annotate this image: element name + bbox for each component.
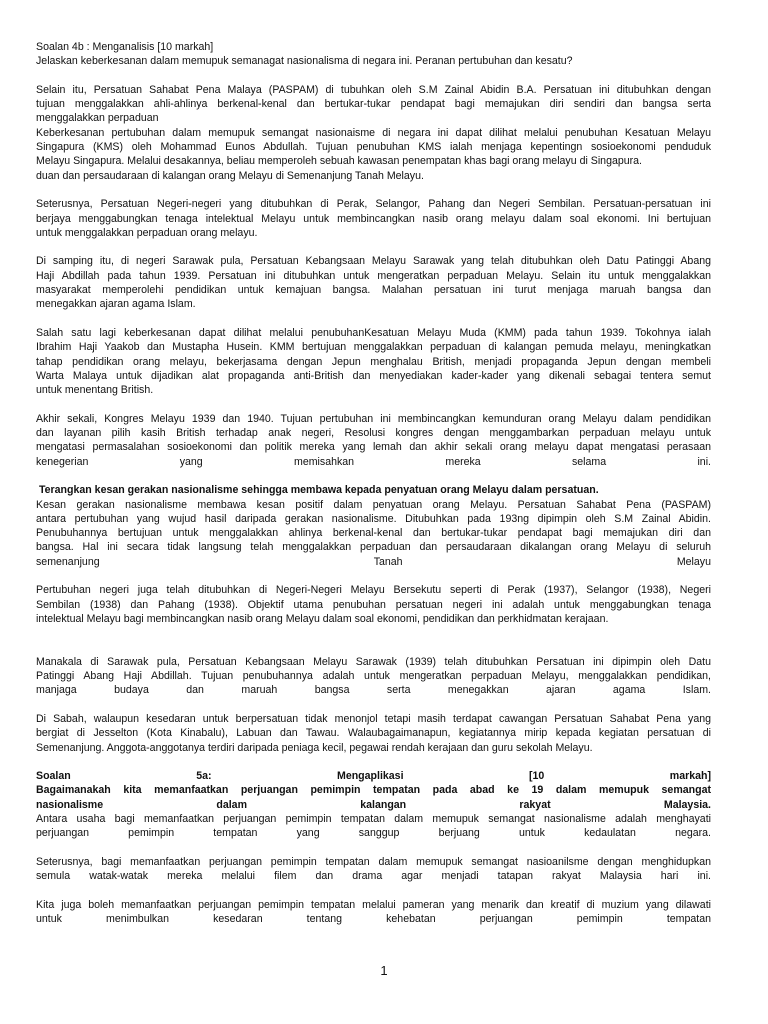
text-line: Manakala di Sarawak pula, Persatuan Kebangsaan Melayu Sarawak (1939) telah ditubuhkan Persatuan ini dipimpin oleh Datu	[36, 655, 711, 668]
text-line: masyarakat memperolehi pendidikan untuk kemajuan bangsa. Malahan persatuan ini turut menjaga maruah bangsa dan	[36, 284, 711, 297]
text-line: antara pertubuhan yang wujud hasil daripada gerakan nasionalisme. Ditubuhkan pada 193ng dipimpin oleh S.M Zainal Abidin.	[36, 512, 711, 525]
text-line: Keberkesanan pertubuhan dalam memupuk semangat nasionaisme di negara ini dapat dilihat melalui penubuhan Kesatuan Melayu	[36, 126, 711, 139]
paragraph-pameran	[36, 898, 711, 927]
question-heading: Terangkan kesan gerakan nasionalisme sehingga membawa kepada penyatuan orang Melayu dalam persatuan.	[36, 484, 599, 497]
text-line: Salah satu lagi keberkesanan dapat dilihat melalui penubuhanKesatuan Melayu Muda (KMM) pada tahun 1939. Tokohnya ialah	[36, 326, 711, 339]
question-4b-header	[36, 40, 711, 69]
paragraph-kmm	[36, 326, 711, 397]
text-line: untuk menggalakkan perpaduan orang melayu.	[36, 226, 258, 239]
paragraph-kongres	[36, 412, 711, 469]
text-line: perjuangan pemimpin tempatan yang sanggup berjuang untuk kedaulatan negara.	[36, 827, 711, 840]
text-line: Penubuhannya bertujuan untuk menggalakkan ahlinya berkenal-kenal dan bertukar-tukar pendapat bagi memajukan diri dan	[36, 527, 711, 540]
paragraph-persatuan-negeri	[36, 197, 711, 240]
text-line: manjaga budaya dan maruah bangsa serta menegakkan ajaran agama Islam.	[36, 684, 711, 697]
paragraph-sabah	[36, 712, 711, 755]
text-line: Selain itu, Persatuan Sahabat Pena Malaya (PASPAM) di tubuhkan oleh S.M Zainal Abidin B.A. Persatuan ini ditubuhkan dengan	[36, 83, 711, 96]
text-line: bangsa. Hal ini secara tidak langsung telah menggalakkan perpaduan dan persaudaraan dikalangan orang Melayu di seluruh	[36, 541, 711, 554]
blank-line	[36, 640, 711, 654]
text-line: menegakkan ajaran agama Islam.	[36, 298, 196, 311]
text-line: Soalan 4b : Menganalisis [10 markah]	[36, 41, 214, 53]
question-heading: Soalan 5a: Mengaplikasi [10 markah]	[36, 770, 711, 783]
text-line: Melayu Singapura. Melalui desakannya, beliau memperoleh sebuah kawasan penempatan khas bagi orang melayu di Singapura.	[36, 155, 642, 168]
paragraph-sarawak	[36, 254, 711, 311]
text-line: Akhir sekali, Kongres Melayu 1939 dan 1940. Tujuan pertubuhan ini membincangkan kemunduran orang Melayu dalam pendidikan	[36, 412, 711, 425]
text-line: duan dan persaudaraan di kalangan orang Melayu di Semenanjung Tanah Melayu.	[36, 169, 424, 182]
text-line: Sembilan (1938) dan Pahang (1938). Objektif utama penubuhan persatuan negeri ini adalah untuk menggabungkan tenaga	[36, 598, 711, 611]
text-line: tahap pendidikan orang melayu, bekerjasama dengan Jepun menghalau British, menjadi propaganda Jepun dengan membeli	[36, 355, 711, 368]
paragraph-kesan-gerakan	[36, 483, 711, 569]
text-line: Antara usaha bagi memanfaatkan perjuangan pemimpin tempatan dalam memupuk semangat nasionalisme adalah menghayati	[36, 813, 711, 826]
paragraph-sarawak-pula	[36, 655, 711, 698]
text-line: Di Sabah, walaupun kesedaran untuk berpersatuan tidak menonjol tetapi masih terdapat cawangan Persatuan Sahabat Pena yang	[36, 712, 711, 725]
text-line: bergiat di Jesselton (Kota Kinabalu), Labuan dan Tawau. Walaubagaimanapun, kegiatannya mirip kepada kegiatan persatuan di	[36, 727, 711, 740]
text-line: semenanjung Tanah Melayu	[36, 555, 711, 568]
text-line: intelektual Melayu bagi membincangkan nasib orang Melayu dalam soal ekonomi, pendidikan dan perkhidmatan kerajaan.	[36, 612, 609, 625]
text-line: mengatasi permasalahan sosioekonomi dan politik mereka yang lemah dan akhir sekali orang melayu dapat mengatasi perasaan	[36, 441, 711, 454]
text-line: Singapura (KMS) oleh Mohammad Eunos Abdullah. Tujuan penubuhan KMS ialah menjaga kepentingn sosioekonomi penduduk	[36, 141, 711, 154]
text-line: tujuan menggalakkan ahli-ahlinya berkenal-kenal dan bertukar-tukar pendapat bagi memajukan diri sendiri dan bangsa serta	[36, 98, 711, 111]
text-line: Kita juga boleh memanfaatkan perjuangan pemimpin tempatan melalui pameran yang menarik dan kreatif di muzium yang dilawati	[36, 898, 711, 911]
text-line: semula watak-watak mereka melalui filem dan drama agar menjadi tatapan rakyat Malaysia hari ini.	[36, 870, 711, 883]
text-line: kenegerian yang memisahkan mereka selama ini.	[36, 455, 711, 468]
text-line: Di samping itu, di negeri Sarawak pula, Persatuan Kebangsaan Melayu Sarawak yang telah ditubuhkan oleh Datu Patinggi Abang	[36, 255, 711, 268]
paragraph-pertubuhan-negeri	[36, 583, 711, 626]
text-line: Jelaskan keberkesanan dalam memupuk semanagat nasionalisma di negara ini. Peranan pertubuhan dan kesatu?	[36, 55, 573, 68]
text-line: Kesan gerakan nasionalisme membawa kesan positif dalam penyatuan orang Melayu. Persatuan Sahabat Pena (PASPAM)	[36, 498, 711, 511]
paragraph-paspam-kms	[36, 83, 711, 183]
text-line: Semenanjung. Anggota-anggotanya terdiri daripada peniaga kecil, pegawai rendah kerajaan dan guru sekolah Melayu.	[36, 741, 593, 754]
text-line: menggalakkan perpaduan	[36, 112, 159, 125]
text-line: Seterusnya, bagi memanfaatkan perjuangan pemimpin tempatan dalam memupuk semangat nasioanilsme dengan menghidupkan	[36, 855, 711, 868]
text-line: untuk menimbulkan kesedaran tentang kehebatan perjuangan pemimpin tempatan	[36, 913, 711, 926]
question-heading: Bagaimanakah kita memanfaatkan perjuangan pemimpin tempatan pada abad ke 19 dalam memupuk semangat	[36, 784, 711, 797]
text-line: untuk menentang British.	[36, 384, 154, 397]
text-line: Haji Abdillah pada tahun 1939. Persatuan ini ditubuhkan untuk mengeratkan perpaduan Melayu. Selain itu untuk menggalakkan	[36, 269, 711, 282]
text-line: Warta Malaya untuk dijadikan alat propaganda anti-British dan menyediakan kader-kader yang dikenali sebagai tentera semut	[36, 369, 711, 382]
text-line: Seterusnya, Persatuan Negeri-negeri yang ditubuhkan di Perak, Selangor, Pahang dan Negeri Sembilan. Persatuan-persatuan ini	[36, 198, 711, 211]
text-line: Patinggi Abang Haji Abdillah. Tujuan penubuhannya adalah untuk mengeratkan perpaduan Melayu, menggalakkan pendidikan,	[36, 670, 711, 683]
page-number: 1	[380, 963, 388, 978]
text-line: Ibrahim Haji Yaakob dan Mustapha Husein. KMM bertujuan menggalakkan perpaduan di kalangan pemuda melayu, meningkatkan	[36, 341, 711, 354]
text-line: berjaya menggabungkan tenaga intelektual Melayu untuk membincangkan nasib orang melayu dalam soal ekonomi. Ini bertujuan	[36, 212, 711, 225]
text-line: dan layanan pilih kasih British terhadap anak negeri, Resolusi kongres dengan menggambarkan perpaduan melayu untuk	[36, 427, 711, 440]
question-5a	[36, 769, 711, 840]
question-heading: nasionalisme dalam kalangan rakyat Malaysia.	[36, 798, 711, 811]
paragraph-filem-drama	[36, 855, 711, 884]
text-line: Pertubuhan negeri juga telah ditubuhkan di Negeri-Negeri Melayu Bersekutu seperti di Perak (1937), Selangor (1938), Negeri	[36, 584, 711, 597]
